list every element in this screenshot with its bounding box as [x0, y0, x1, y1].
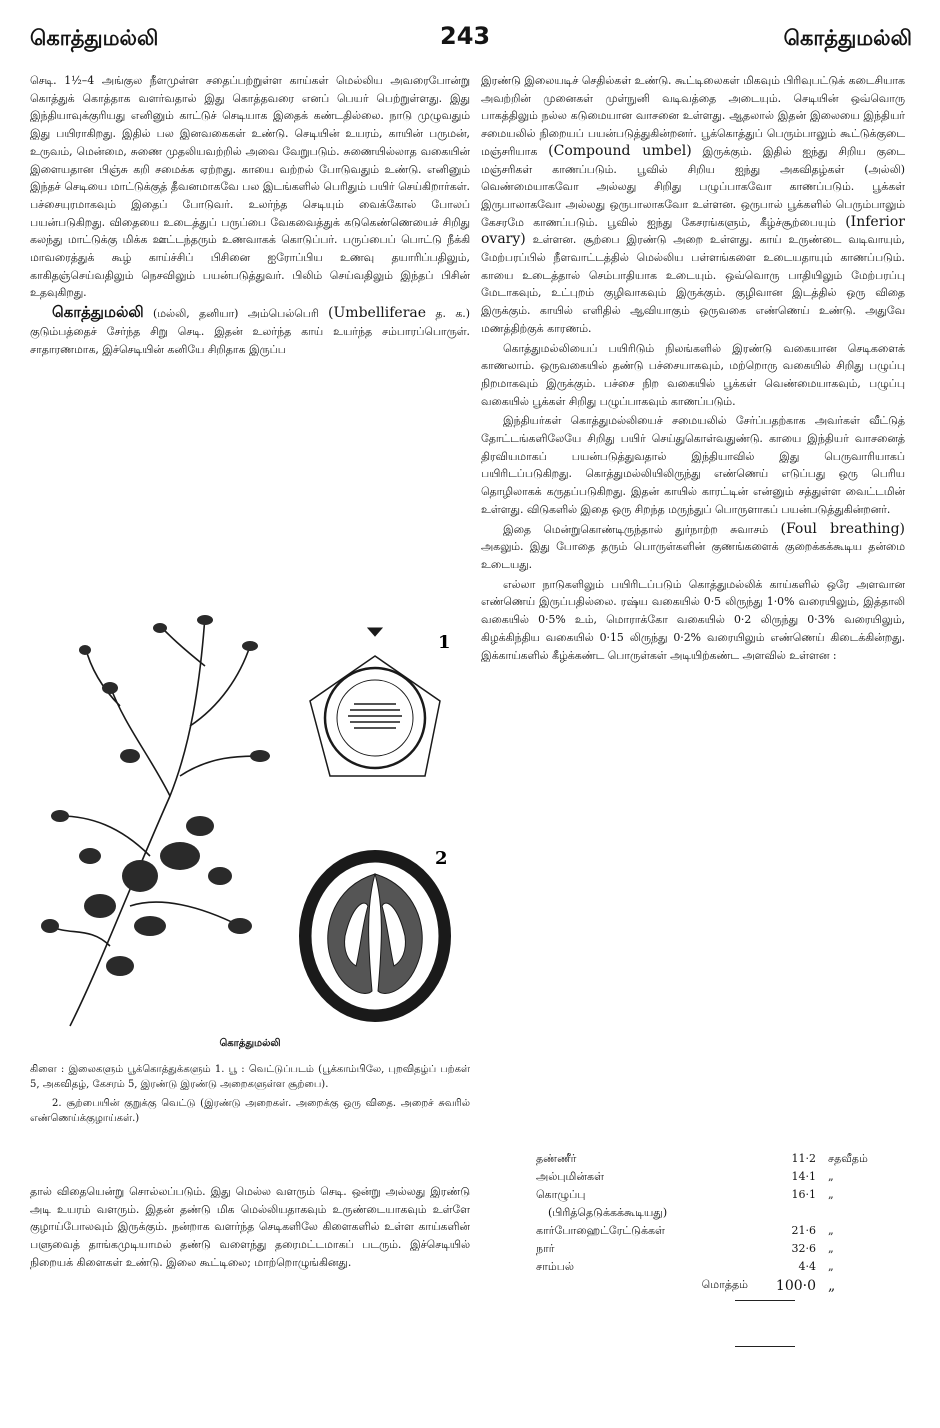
legend-line: கிளை : இலைகளும் பூக்கொத்துக்களும் 1. பூ : வெட்டுப்படம் (பூக்காம்பிலே, புறவிதழ்ப் பற்கள் 5, அகவிதழ், கேசரம் 5, இரண்டு இரண்டு அறைகளுள்ள சூற்பை). [30, 1064, 470, 1090]
paragraph [481, 72, 905, 338]
oil-value: 0·2 [733, 613, 752, 627]
header-right-title: கொத்துமல்லி [783, 26, 912, 50]
figure-caption: கொத்துமல்லி [219, 1038, 281, 1049]
paragraph: கொத்துமல்லியைப் பயிரிடும் நிலங்களில் இரண்டு வகையான செடிகளைக் காணலாம். ஒருவகையில் தண்டு பச்சையாகவும், மற்றொரு வகையில் சிறிது பழுப்பு நிறமாகவும் இருக்கும். பச்சை நிற வகையில் பூக்கள் வெண்மையாகவும், பழுப்பு வகையில் பூக்கள் சிறிது பழுப்பாகவும் காணப்படும். [481, 341, 905, 408]
component-name: கார்போஹைட்ரேட்டுக்கள் [536, 1224, 665, 1237]
english-term: (Compound umbel) [548, 142, 692, 159]
text-run: வரையிலும், இத்தாலி வகையில் [481, 595, 905, 627]
header-left-title: கொத்துமல்லி [30, 26, 159, 50]
left-column [30, 72, 470, 360]
component-value: 16·1 [791, 1188, 816, 1201]
text-run: லிருந்து [629, 630, 668, 644]
text-run: வரையிலும், கிழக்கிந்திய வகையில் [481, 613, 906, 644]
page-number: 243 [440, 22, 491, 50]
component-value: 21·6 [791, 1224, 816, 1237]
component-name: சாம்பல் [536, 1260, 575, 1273]
family-name: (Umbelliferae [328, 305, 427, 322]
component-name: நார் [536, 1242, 555, 1255]
figure-label-1: 1 [438, 632, 451, 653]
table-rule-top [735, 1300, 795, 1301]
text-run: இரண்டு இலையடிச் செதில்கள் உண்டு. கூட்டிலைகள் மிகவும் பிரிவுபட்டுக் கடைசியாக அவற்றின் முனைகள் முள்நுனி வடிவத்தை அடையும். செடியின் ஒவ்வொரு பாகத்திலும் நல்ல கடுமையான வாசனை உள்ளது. ஆதலால் இதன் இலையை இந்தியர் சமையலில் நிறையப் பயன்படுத்துகின்றனர். பூக்கொத்துப் பெரும்பாலும் கூட்டுக்குடை மஞ்சரியாக [481, 74, 905, 158]
paragraph: தால் விதையென்று சொல்லப்படும். இது மெல்ல வளரும் செடி. ஒன்று அல்லது இரண்டு அடி உயரம் வளரும். இதன் தண்டு மிக மெல்லியதாகவும் உருண்டையாகவும் உள்ளே குழாய்போலவும் இருக்கும். நன்றாக வளர்ந்த செடிகளிலே கிளைகளில் உள்ள காய்களின் பளுவைத் தாங்கமுடியாமல் தண்டு வளைந்து தரைமட்டமாகப் படரும். இச்செடியில் நிறையக் கிளைகள் உண்டு. இலை கூட்டிலை; மாற்றொழுங்கினது. [30, 1185, 470, 1269]
component-value [754, 1206, 822, 1224]
family-tag: த. க.) [435, 307, 470, 321]
table-row [530, 1224, 924, 1242]
text-run: இருக்கும். இதில் ஐந்து சிறிய குடை மஞ்சரிகள் காணப்படும். பூவில் சிறிய ஐந்து அகவிதழ்கள் (அல்லி) வெண்மையாகவோ அல்லது சிறிது பழுப்பாகவோ காணப்படும். பூக்கள் இருபாலாகவோ அல்லது ஒருபாலாகவோ உள்ளன. ஒருபால் பூக்களில் பெரும்பாலும் கேசரமே காணப்படும். பூவில் ஐந்து கேசரங்களும், கீழ்ச்சூற்பையும் [481, 144, 905, 229]
table-row [530, 1152, 924, 1170]
component-value: 32·6 [791, 1242, 816, 1255]
text-run: வரையிலும் எண்ணெய் கிடைக்கின்றது. இக்காய்களில் கீழ்க்கண்ட பொருள்கள் அடியிற்கண்ட அளவில் உள்ளன : [481, 630, 906, 662]
total-value: 100·0 [775, 1278, 816, 1294]
total-unit: „ [828, 1278, 836, 1294]
total-row [530, 1278, 924, 1296]
paragraph [481, 521, 905, 574]
text-run: உம், மொராக்கோ வகையில் [574, 613, 725, 627]
table-rule-bottom [735, 1346, 795, 1347]
component-unit: சதவீதம் [828, 1152, 868, 1165]
english-term: (Foul breathing) [780, 520, 905, 537]
page-header [0, 0, 940, 60]
figure-legend [30, 1062, 470, 1130]
entry-text: குடும்பத்தைச் சேர்ந்த சிறு செடி. இதன் உலர்ந்த காய் உயர்ந்த சம்பாரப்பொருள். சாதாரணமாக, இச்செடியின் கனியே சிறிதாக இருப்ப [30, 324, 470, 356]
component-unit: „ [828, 1170, 834, 1183]
component-name: (பிரித்தெடுக்கக்கூடியது) [548, 1206, 668, 1219]
legend-line: 2. சூற்பையின் குறுக்கு வெட்டு (இரண்டு அறைகள். அறைக்கு ஒரு விதை. அறைச் சுவரில் எண்ணெய்க்குழாய்கள்.) [30, 1098, 470, 1124]
figure-label-2: 2 [435, 848, 448, 869]
table-row [530, 1206, 924, 1224]
oil-value: 0·5% [538, 613, 566, 627]
entry-headword: கொத்துமல்லி [52, 303, 144, 322]
english-term: (Inferior ovary) [481, 213, 905, 248]
leaf-clusters [41, 615, 270, 976]
paragraph: செடி. 1½–4 அங்குல நீளமுள்ள சதைப்பற்றுள்ள காய்கள் மெல்லிய அவரைபோன்று கொத்துக் கொத்தாக வளர்வதால் இது கொத்தவரை எனப் பெயர் பெற்றுள்ளது. இது இந்தியாவுக்குரியது எனினும் காட்டுச் செடியாக இதைக் கண்டதில்லை. நாடு முழுவதும் இது பயிராகிறது. இதில் பல இனவகைகள் உண்டு. செடியின் உயரம், காயின் பருமன், உருவம், மென்மை, சுணை முதலியவற்றில் அவை வேறுபடும். சுணையில்லாத வகையின் இளையதான பிஞ்சு கறி சமைக்க ஏற்றது. காயை வற்றல் போடுவதும் உண்டு. எனினும் இந்தச் செடியை மாட்டுக்குத் தீவனமாகவே பல இடங்களில் பெரிதும் பயிர் செய்கிறார்கள். பச்சையுரமாகவும் இதைப் போடுவர். உலர்ந்த செடியும் வைக்கோல் போலப் பயன்படுகிறது. விதையை உடைத்துப் பருப்பை வேகவைத்துக் கடுகெண்ணெயைச் சிறிது கலந்து மாட்டுக்கு மிக்க ஊட்டந்தரும் உணவாகக் கொடுப்பர். பருப்பைப் பொட்டு நீக்கி மாவரைத்துக் கூழ் காய்ச்சிப் பிசினை ஐரோப்பிய உணவு தயாரிப்பதிலும், காகிதஞ்செய்வதிலும் நெசவிலும் பயன்படுத்துவர். பிலிம் செய்வதிலும் இந்தப் பிசின் உதவுகிறது. [30, 74, 470, 300]
entry-paragraph [30, 304, 470, 358]
coriander-illustration [30, 606, 470, 1031]
component-name: அல்புமின்கள் [536, 1170, 604, 1183]
figure [30, 606, 470, 1156]
paragraph [481, 576, 905, 665]
text-run: அகலும். இது போதை தரும் பொருள்களின் குணங்களைக் குறைக்கக்கூடிய தன்மை உடையது. [481, 540, 905, 571]
text-run: உள்ளன. சூற்பை இரண்டு அறை உள்ளது. காய் உருண்டை வடிவாயும், மேற்பரப்பில் நீளவாட்டத்தில் மெல்லிய பள்ளங்களை உடையதாயும் காணப்படும். காயை உடைத்தால் செம்பாதியாக உடையும். ஒவ்வொரு பாதியிலும் மேற்பரப்பு மேடாகவும், உட்புறம் குழிவாகவும் இருக்கும். குழிவான இடத்தில் ஒரு விதை இருக்கும். காயில் எளிதில் ஆவியாகும் ஒருவகை எண்ணெய் உண்டு. அதுவே மணத்திற்குக் காரணம். [481, 233, 905, 335]
oil-value: 0·2% [673, 630, 702, 644]
text-run: எல்லா நாடுகளிலும் பயிரிடப்படும் கொத்துமல்லிக் காய்களில் ஒரே அளவான எண்ணெய் இருப்பதில்லை. ரஷ்ய வகையில் [481, 577, 905, 609]
table-row [530, 1170, 924, 1188]
entry-aliases: (மல்லி, தனியா) [153, 307, 239, 321]
composition-table [530, 1152, 924, 1296]
text-run: லிருந்து [760, 613, 799, 627]
component-unit: „ [828, 1260, 834, 1273]
component-unit: „ [828, 1188, 834, 1201]
paragraph: இந்தியர்கள் கொத்துமல்லியைச் சமையலில் சேர்ப்பதற்காக அவர்கள் வீட்டுத் தோட்டங்களிலேயே சிறிது பயிர் செய்துகொள்வதுண்டு. காயை இந்தியர் வாசனைத் திரவியமாகப் பயன்படுத்துவதால் இந்தியாவில் இது பெருவாரியாகப் பயிரிடப்படுகிறது. கொத்துமல்லியிலிருந்து எண்ணெய் எடுப்பது ஒரு பெரிய தொழிலாகக் கருதப்படுகிறது. இதன் காயில் காரட்டின் என்னும் சத்துள்ள வைட்டமின் உள்ளது. விடுகளில் இதை ஒரு சிறந்த மருந்துப் பொருளாகப் பயன்படுத்துகின்றனர். [481, 414, 905, 516]
component-name: கொழுப்பு [536, 1188, 586, 1201]
text-run: லிருந்து [725, 595, 763, 609]
left-column-continued [30, 1183, 470, 1274]
component-unit: „ [828, 1242, 834, 1255]
component-value: 4·4 [798, 1260, 816, 1273]
flower-section-diagram [310, 628, 440, 776]
oil-value: 0·5 [703, 595, 722, 609]
total-label: மொத்தம் [701, 1278, 748, 1291]
component-name: தண்ணீர் [536, 1152, 577, 1165]
component-value: 11·2 [791, 1152, 816, 1165]
component-unit [822, 1206, 924, 1224]
plant-branch-drawing [50, 616, 260, 1026]
oil-value: 1·0% [766, 595, 795, 609]
table-row [530, 1260, 924, 1278]
component-unit: „ [828, 1224, 834, 1237]
component-value: 14·1 [791, 1170, 816, 1183]
right-column [481, 72, 905, 666]
entry-text: அம்பெல்பெரி [247, 307, 319, 321]
oil-value: 0·15 [599, 630, 624, 644]
text-run: இதை மென்றுகொண்டிருந்தால் துர்நாற்ற சுவாசம் [503, 522, 769, 536]
table-row [530, 1188, 924, 1206]
fruit-section-diagram [300, 851, 450, 1021]
table-row [530, 1242, 924, 1260]
oil-value: 0·3% [807, 613, 835, 627]
